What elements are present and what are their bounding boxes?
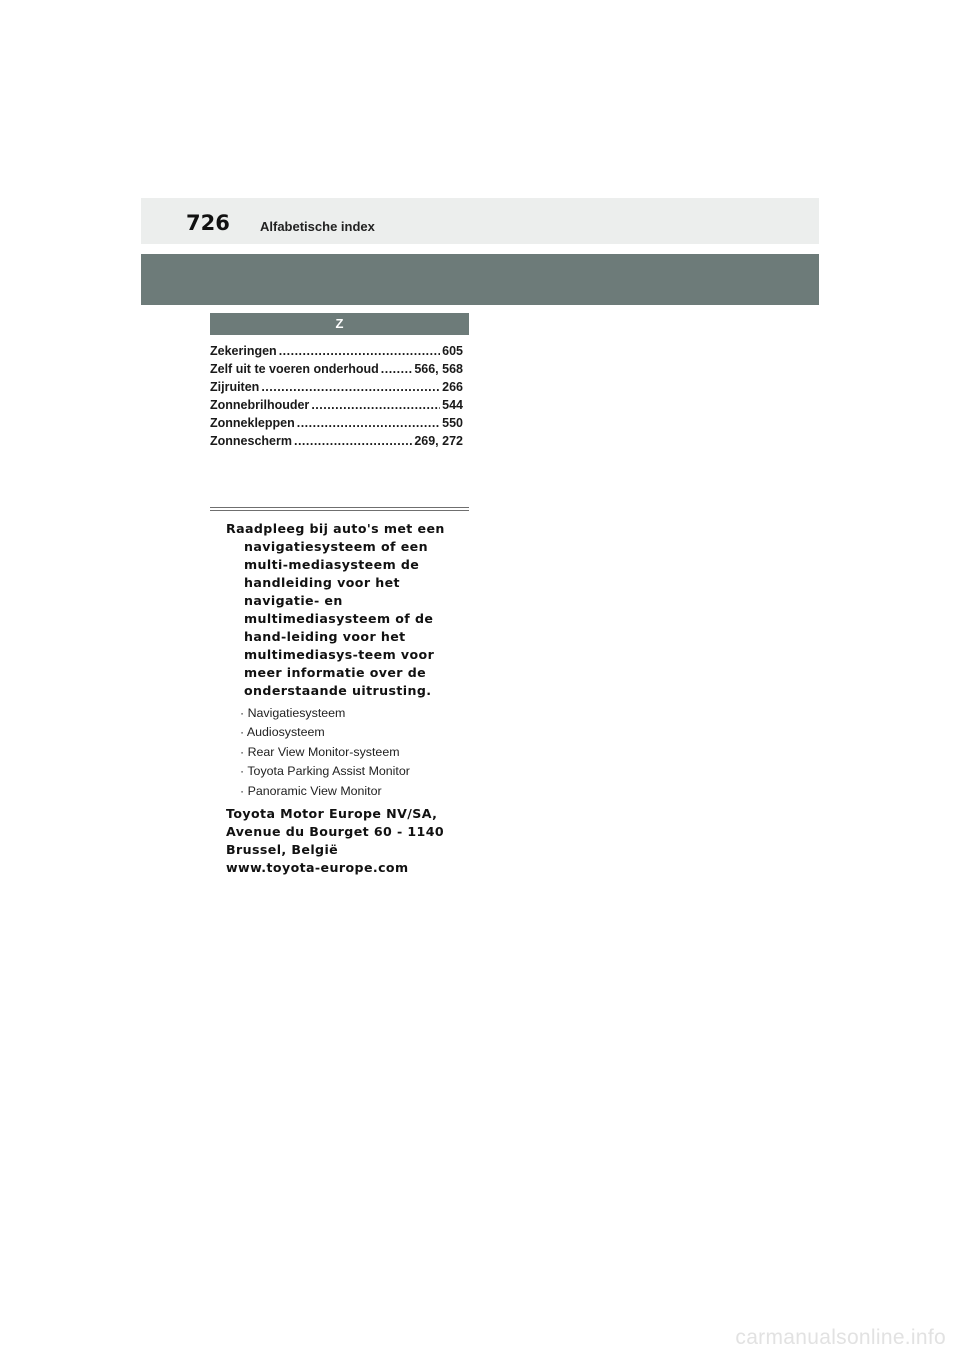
equipment-item: · Panoramic View Monitor [240, 782, 476, 801]
index-pages: 266 [442, 380, 463, 394]
index-entry[interactable] [210, 434, 463, 452]
note-text: Raadpleeg bij auto's met een navigatiesysteem of een multi-mediasysteem de handleiding voor het navigatie- en multimediasysteem of de hand-leiding voor het multimediasys-teem voor meer informatie over de onderstaande uitrusting. [226, 521, 445, 698]
index-entry[interactable] [210, 362, 463, 380]
index-pages: 566, 568 [414, 362, 463, 376]
leader-dots [279, 344, 440, 358]
equipment-item: · Navigatiesysteem [240, 704, 476, 723]
equipment-item: · Toyota Parking Assist Monitor [240, 762, 476, 781]
index-term: Zonnekleppen [210, 416, 295, 430]
leader-dots [261, 380, 440, 394]
index-term: Zonnescherm [210, 434, 292, 448]
double-rule-divider [210, 507, 469, 511]
address-line: Avenue du Bourget 60 - 1140 [226, 824, 445, 840]
leader-dots [297, 416, 440, 430]
header-band [141, 198, 819, 244]
section-title: Alfabetische index [260, 219, 375, 234]
equipment-item: · Audiosysteem [240, 723, 476, 742]
leader-dots [311, 398, 440, 412]
index-entry[interactable] [210, 398, 463, 416]
index-entry[interactable] [210, 344, 463, 362]
index-term: Zijruiten [210, 380, 260, 394]
index-list [210, 344, 463, 452]
index-term: Zelf uit te voeren onderhoud [210, 362, 379, 376]
manufacturer-address [226, 805, 476, 877]
address-line: Toyota Motor Europe NV/SA, [226, 806, 438, 822]
index-term: Zekeringen [210, 344, 277, 358]
navigation-note [226, 520, 476, 877]
leader-dots [381, 362, 413, 376]
index-letter-heading: Z [210, 313, 469, 335]
website-link[interactable]: www.toyota-europe.com [226, 860, 409, 876]
index-pages: 269, 272 [414, 434, 463, 448]
equipment-item: · Rear View Monitor-systeem [240, 743, 476, 762]
page-number: 726 [186, 211, 230, 235]
index-entry[interactable] [210, 380, 463, 398]
index-entry[interactable] [210, 416, 463, 434]
title-bar [141, 254, 819, 305]
leader-dots [294, 434, 412, 448]
watermark: carmanualsonline.info [735, 1326, 946, 1349]
index-pages: 544 [442, 398, 463, 412]
index-pages: 605 [442, 344, 463, 358]
index-term: Zonnebrilhouder [210, 398, 310, 412]
equipment-list [226, 704, 476, 801]
index-pages: 550 [442, 416, 463, 430]
address-line: Brussel, België [226, 842, 339, 858]
